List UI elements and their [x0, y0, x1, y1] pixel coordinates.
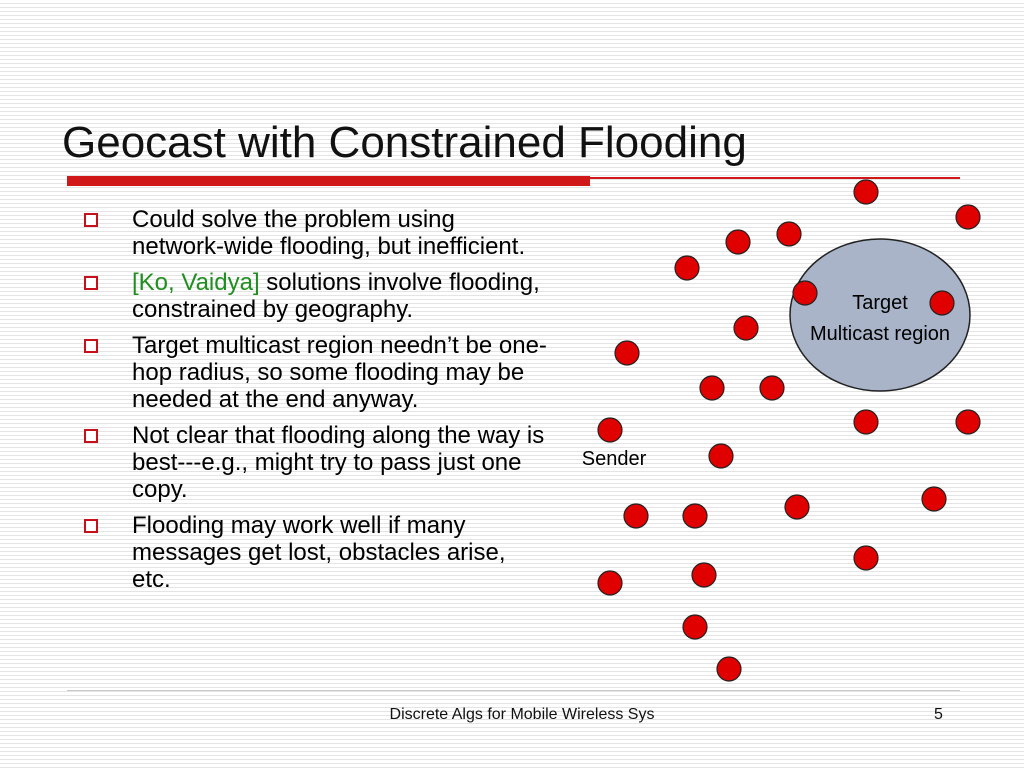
- network-node: [777, 222, 801, 246]
- network-node: [624, 504, 648, 528]
- network-node: [760, 376, 784, 400]
- network-node: [692, 563, 716, 587]
- network-node: [956, 205, 980, 229]
- network-node: [956, 410, 980, 434]
- network-node: [683, 504, 707, 528]
- slide-number: 5: [934, 706, 943, 723]
- bullet-text: Not clear that flooding along the way is best---e.g., might try to pass just one copy.: [132, 422, 545, 503]
- network-node: [854, 180, 878, 204]
- region-label-line2: Multicast region: [809, 323, 951, 345]
- network-node: [700, 376, 724, 400]
- network-node: [854, 410, 878, 434]
- region-label-line1: Target: [852, 292, 908, 314]
- network-node: [734, 316, 758, 340]
- network-node: [922, 487, 946, 511]
- network-node: [615, 341, 639, 365]
- footer-text: Discrete Algs for Mobile Wireless Sys: [389, 706, 655, 723]
- network-node: [854, 546, 878, 570]
- bullet-text: solutions involve flooding, constrained by geography.: [132, 269, 540, 323]
- sender-node: [598, 418, 622, 442]
- network-node: [683, 615, 707, 639]
- network-node: [709, 444, 733, 468]
- network-node: [717, 657, 741, 681]
- network-node: [675, 256, 699, 280]
- network-node: [726, 230, 750, 254]
- sender-label: Sender: [581, 448, 647, 470]
- bullet-text: Could solve the problem using network-wide flooding, but inefficient.: [132, 206, 526, 260]
- network-node: [785, 495, 809, 519]
- bullet-text: Target multicast region needn’t be one-hop radius, so some flooding may be needed at the end anyway.: [132, 332, 547, 413]
- network-node: [598, 571, 622, 595]
- network-node: [930, 291, 954, 315]
- citation-text: [Ko, Vaidya]: [132, 269, 260, 296]
- network-node: [793, 281, 817, 305]
- bullet-text: Flooding may work well if many messages get lost, obstacles arise, etc.: [132, 512, 506, 593]
- slide-title: Geocast with Constrained Flooding: [62, 118, 747, 167]
- footer-divider: [67, 690, 960, 691]
